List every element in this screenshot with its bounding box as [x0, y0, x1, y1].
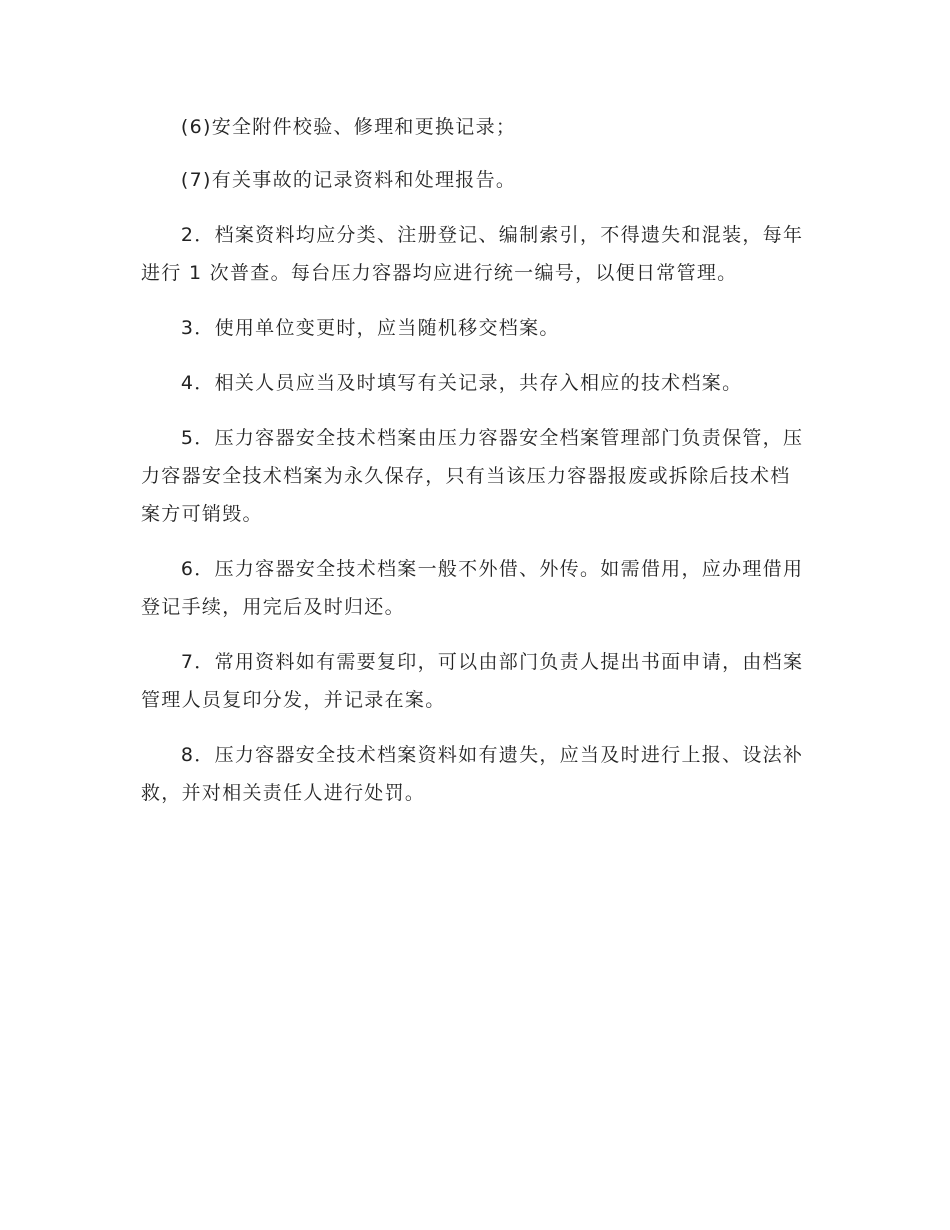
paragraph-clause-3: 3．使用单位变更时，应当随机移交档案。	[180, 317, 560, 339]
paragraph-clause-4: 4．相关人员应当及时填写有关记录，共存入相应的技术档案。	[180, 372, 743, 394]
paragraph-clause-8: 8．压力容器安全技术档案资料如有遗失，应当及时进行上报、设法补救，并对相关责任人进行处罚。	[141, 744, 804, 804]
paragraph-item-7: (7)有关事故的记录资料和处理报告。	[180, 169, 517, 191]
paragraph-clause-2: 2．档案资料均应分类、注册登记、编制索引，不得遗失和混装，每年进行 1 次普查。每台压力容器均应进行统一编号，以便日常管理。	[141, 224, 804, 284]
paragraph-item-6: (6)安全附件校验、修理和更换记录；	[180, 116, 517, 138]
document-body	[141, 108, 806, 829]
paragraph-clause-6: 6．压力容器安全技术档案一般不外借、外传。如需借用，应办理借用登记手续，用完后及时归还。	[141, 558, 804, 618]
paragraph-clause-5: 5．压力容器安全技术档案由压力容器安全档案管理部门负责保管，压力容器安全技术档案为永久保存，只有当该压力容器报废或拆除后技术档案方可销毁。	[141, 427, 804, 525]
paragraph-clause-7: 7．常用资料如有需要复印，可以由部门负责人提出书面申请，由档案管理人员复印分发，并记录在案。	[141, 651, 804, 711]
